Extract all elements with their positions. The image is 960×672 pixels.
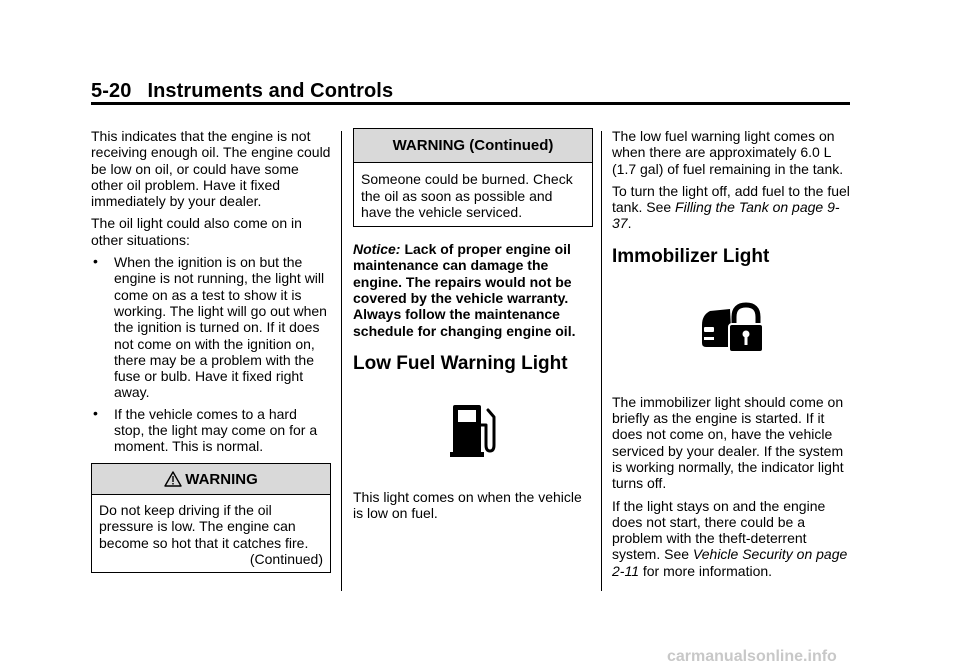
- bullet-icon: •: [93, 404, 98, 421]
- fuel-pump-icon: [449, 401, 497, 459]
- list-item-text: If the vehicle comes to a hard stop, the light may come on for a moment. This is normal.: [114, 405, 318, 455]
- low-fuel-detail: The low fuel warning light comes on when there are approximately 6.0 L (1.7 gal) of fuel remaining in the tank.: [612, 128, 844, 177]
- low-fuel-heading: Low Fuel Warning Light: [353, 352, 568, 374]
- notice: [353, 241, 593, 339]
- warning-header: [92, 464, 330, 495]
- list-item-text: When the ignition is on but the engine is not running, the light will come on as a test to show it is working. The light will go out when the ignition is turned on. If it does not come on with the ignition on, there may be a problem with the fuse or bulb. Have it fixed right away.: [114, 254, 327, 401]
- filling-tank-link[interactable]: Filling the Tank on page 9-37: [612, 199, 840, 232]
- immobilizer-paragraph-2: [612, 498, 852, 579]
- immobilizer-icon: [700, 301, 764, 355]
- page-header: [91, 80, 393, 103]
- notice-label: Notice:: [353, 241, 401, 258]
- list-item: [91, 254, 331, 401]
- column-divider-1: [341, 131, 342, 591]
- header-rule: [91, 102, 850, 105]
- warning-title: WARNING: [185, 470, 258, 488]
- immobilizer-text: If the light stays on and the engine does not start, there could be a problem with the theft-deterrent system. See: [612, 497, 826, 563]
- warning-continued-text: Someone could be burned. Check the oil as soon as possible and have the vehicle serviced.: [361, 171, 573, 220]
- fuel-tank-text-end: .: [627, 215, 632, 232]
- watermark: carmanualsonline.info: [667, 648, 837, 665]
- warning-continued-header: WARNING (Continued): [354, 129, 592, 163]
- column-1: [91, 128, 331, 573]
- continued-label: (Continued): [249, 550, 323, 567]
- low-fuel-paragraph: This light comes on when the vehicle is low on fuel.: [353, 488, 582, 522]
- column-divider-2: [601, 131, 602, 591]
- warning-body: [92, 495, 330, 572]
- column-2: [353, 128, 593, 528]
- section-title: Instruments and Controls: [147, 80, 394, 102]
- immobilizer-text-end: for more information.: [638, 562, 773, 579]
- fuel-icon-container: [353, 385, 593, 475]
- oil-paragraph-2: The oil light could also come on in other situations:: [91, 215, 302, 248]
- warning-continued-box: [353, 128, 593, 227]
- warning-box: [91, 463, 331, 573]
- immobilizer-icon-container: [612, 278, 852, 378]
- vehicle-security-link[interactable]: Vehicle Security on page 2-11: [612, 546, 848, 579]
- column-3: [612, 128, 852, 585]
- oil-paragraph-1: This indicates that the engine is not receiving enough oil. The engine could be low on oil, or could have some other oil problem. Have it fixed immediately by your dealer.: [91, 128, 331, 210]
- page-number: 5-20: [91, 80, 132, 102]
- fuel-tank-text: To turn the light off, add fuel to the fuel tank. See: [612, 182, 850, 216]
- situation-list: [91, 254, 331, 455]
- immobilizer-heading: Immobilizer Light: [612, 245, 770, 267]
- warning-continued-body: [354, 163, 592, 226]
- list-item: [91, 406, 331, 455]
- immobilizer-paragraph-1: The immobilizer light should come on briefly as the engine is started. If it does not come on, have the vehicle serviced by your dealer. If the system is working normally, the indicator light turns off.: [612, 393, 844, 492]
- warning-triangle-icon: [164, 471, 182, 487]
- fuel-tank-paragraph: [612, 183, 852, 232]
- bullet-icon: •: [93, 253, 98, 270]
- notice-text: Lack of proper engine oil maintenance can damage the engine. The repairs would not be covered by the vehicle warranty. Always follow the maintenance schedule for changing engine oil.: [353, 241, 576, 339]
- warning-text: Do not keep driving if the oil pressure is low. The engine can become so hot that it catches fire.: [99, 501, 309, 551]
